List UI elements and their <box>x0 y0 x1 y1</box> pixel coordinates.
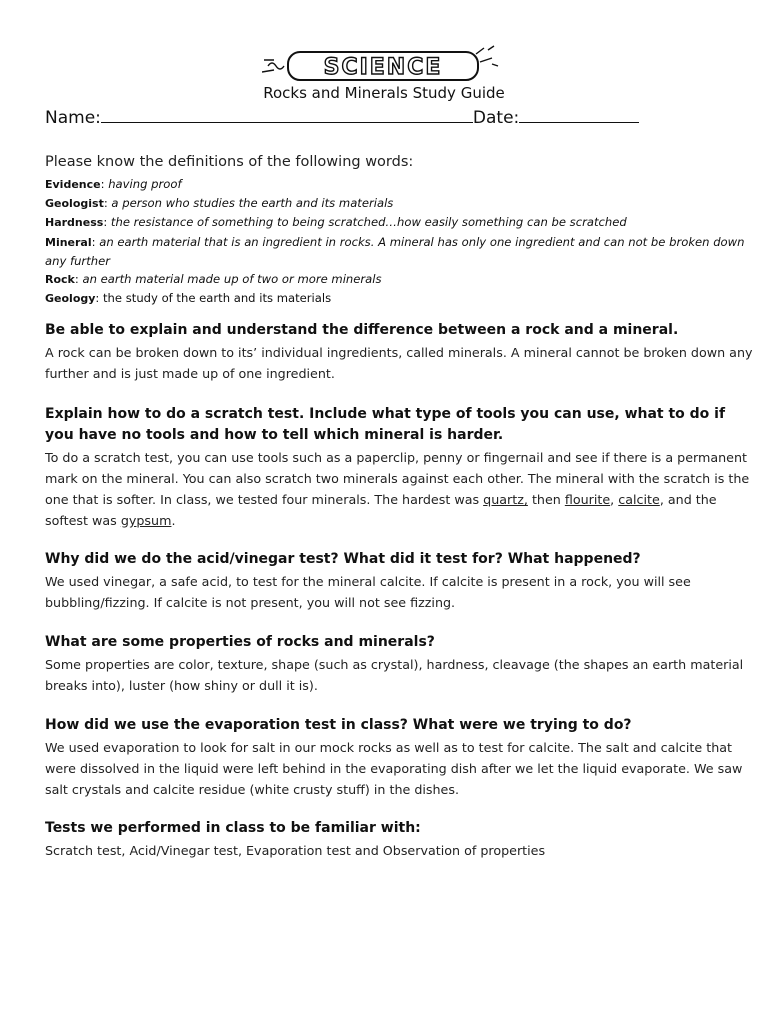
term-separator: : <box>95 291 104 306</box>
term-separator: : <box>103 196 112 211</box>
definition-item <box>45 233 745 270</box>
term: Geology <box>45 292 96 306</box>
term-separator: : <box>103 215 111 230</box>
mineral-flourite: flourite <box>564 492 611 507</box>
answer-text: To do a scratch test, you can use tools such as a paperclip, penny or fingernail and see if there is a permanent mark on the mineral. You can also scratch two minerals against each other. The mineral with the scratch is the one that is softer. In class, we tested four minerals. The hardest was <box>45 450 750 507</box>
name-blank[interactable] <box>101 108 473 123</box>
name-date-line <box>45 108 639 128</box>
term: Rock <box>45 273 75 287</box>
date-blank[interactable] <box>519 108 639 123</box>
definition: the resistance of something to being scratched…how easily something can be scratched <box>110 215 627 230</box>
term: Hardness <box>45 216 104 230</box>
section-properties <box>45 632 755 696</box>
term-separator: : <box>91 234 100 249</box>
section-acid-test <box>45 549 755 613</box>
answer-text: , <box>610 492 619 507</box>
section-scratch-test <box>45 404 755 531</box>
definition: a person who studies the earth and its materials <box>111 196 394 211</box>
term-separator: : <box>100 177 109 191</box>
term: Mineral <box>45 235 92 249</box>
section-rock-vs-mineral <box>45 320 755 384</box>
definition-item <box>45 270 745 289</box>
answer: We used vinegar, a safe acid, to test for the mineral calcite. If calcite is present in a rock, you will see bubbling/fizzing. If calcite is not present, you will not see fizzing. <box>45 574 691 610</box>
definitions-list <box>45 175 745 308</box>
term: Geologist <box>45 197 104 211</box>
answer: Scratch test, Acid/Vinegar test, Evaporation test and Observation of properties <box>45 843 546 858</box>
mineral-gypsum: gypsum <box>120 513 172 528</box>
question: Explain how to do a scratch test. Include what type of tools you can use, what to do if you have no tools and how to tell which mineral is harder. <box>45 406 726 443</box>
answer: A rock can be broken down to its’ individual ingredients, called minerals. A mineral cannot be broken down any further and is just made up of one ingredient. <box>45 345 753 381</box>
question: Be able to explain and understand the difference between a rock and a mineral. <box>45 322 679 338</box>
definition: an earth material made up of two or more minerals <box>82 272 382 287</box>
page-title: Rocks and Minerals Study Guide <box>263 84 505 102</box>
question: Tests we performed in class to be familiar with: <box>45 820 421 836</box>
answer: Some properties are color, texture, shape (such as crystal), hardness, cleavage (the shapes an earth material breaks into), luster (how shiny or dull it is). <box>45 657 744 693</box>
answer-text: , and the softest was <box>45 492 717 528</box>
term: Evidence <box>45 178 101 191</box>
name-label: Name: <box>45 108 101 128</box>
mineral-calcite: calcite <box>618 492 660 507</box>
question: Why did we do the acid/vinegar test? What did it test for? What happened? <box>45 551 641 567</box>
question: How did we use the evaporation test in class? What were we trying to do? <box>45 717 632 733</box>
logo-text: SCIENCE <box>323 55 443 80</box>
definition-item <box>45 175 745 194</box>
definition: having proof <box>108 177 182 191</box>
answer-text: . <box>171 513 176 528</box>
definition: the study of the earth and its materials <box>103 291 332 306</box>
mineral-quartz: quartz, <box>483 492 528 507</box>
answer <box>45 447 755 531</box>
definition-item <box>45 289 745 308</box>
science-logo <box>262 44 510 84</box>
section-evaporation-test <box>45 715 755 800</box>
term-separator: : <box>74 272 83 287</box>
definition-item <box>45 213 745 232</box>
question: What are some properties of rocks and minerals? <box>45 634 435 650</box>
section-tests-performed <box>45 818 755 861</box>
definitions-intro: Please know the definitions of the following words: <box>45 154 414 170</box>
definition-item <box>45 194 745 213</box>
definition: an earth material that is an ingredient in rocks. A mineral has only one ingredient and can not be broken down any further <box>45 234 745 268</box>
answer-text: then <box>527 492 565 507</box>
answer: We used evaporation to look for salt in our mock rocks as well as to test for calcite. The salt and calcite that were dissolved in the liquid were left behind in the evaporating dish after we let the liquid evaporate. We saw salt crystals and calcite residue (white crusty stuff) in the dishes. <box>45 740 743 797</box>
date-label: Date: <box>472 108 520 128</box>
